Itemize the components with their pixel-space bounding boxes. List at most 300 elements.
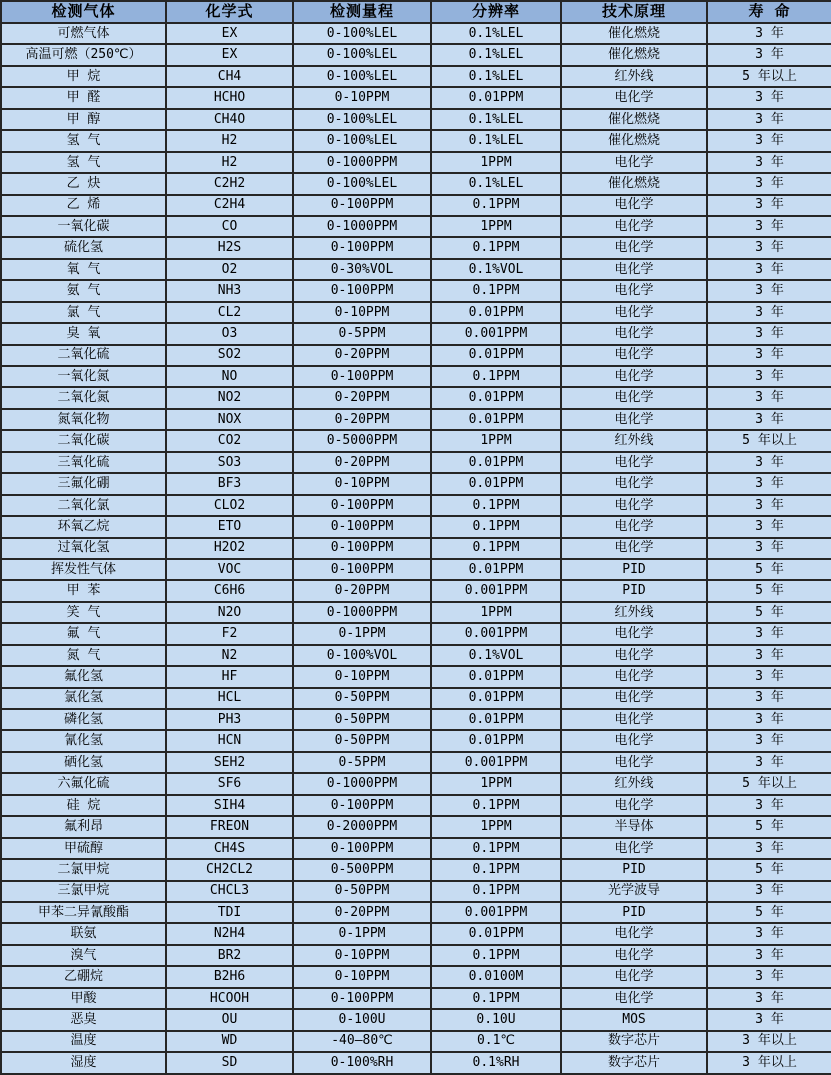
- table-row: [1, 666, 831, 687]
- table-row: [1, 645, 831, 666]
- table-row: [1, 773, 831, 794]
- chemical-formula-cell: EX: [166, 23, 293, 44]
- resolution-cell: 0.01PPM: [431, 87, 561, 108]
- gas-name-cell: 一氧化碳: [1, 216, 166, 237]
- gas-name-cell: 氟化氢: [1, 666, 166, 687]
- lifespan-cell: 3 年以上: [707, 1031, 831, 1052]
- principle-cell: 电化学: [561, 152, 707, 173]
- gas-name-cell: 温度: [1, 1031, 166, 1052]
- principle-cell: 半导体: [561, 816, 707, 837]
- detection-range-cell: 0-100%RH: [293, 1052, 431, 1074]
- detection-range-cell: 0-50PPM: [293, 730, 431, 751]
- chemical-formula-cell: F2: [166, 623, 293, 644]
- table-row: [1, 237, 831, 258]
- detection-range-cell: 0-50PPM: [293, 688, 431, 709]
- chemical-formula-cell: B2H6: [166, 966, 293, 987]
- detection-range-cell: 0-10PPM: [293, 966, 431, 987]
- resolution-cell: 0.01PPM: [431, 730, 561, 751]
- principle-cell: 数字芯片: [561, 1031, 707, 1052]
- gas-name-cell: 过氧化氢: [1, 538, 166, 559]
- table-row: [1, 302, 831, 323]
- chemical-formula-cell: HCHO: [166, 87, 293, 108]
- chemical-formula-cell: NO2: [166, 387, 293, 408]
- detection-range-cell: 0-100%VOL: [293, 645, 431, 666]
- table-row: [1, 259, 831, 280]
- detection-range-cell: 0-100PPM: [293, 795, 431, 816]
- resolution-cell: 0.1PPM: [431, 838, 561, 859]
- lifespan-cell: 3 年: [707, 23, 831, 44]
- detection-range-cell: 0-1000PPM: [293, 773, 431, 794]
- lifespan-cell: 3 年: [707, 259, 831, 280]
- chemical-formula-cell: CH2CL2: [166, 859, 293, 880]
- resolution-cell: 0.01PPM: [431, 666, 561, 687]
- detection-range-cell: 0-10PPM: [293, 473, 431, 494]
- lifespan-cell: 3 年: [707, 216, 831, 237]
- chemical-formula-cell: H2O2: [166, 538, 293, 559]
- detection-range-cell: 0-100%LEL: [293, 44, 431, 65]
- principle-cell: 电化学: [561, 87, 707, 108]
- resolution-cell: 0.01PPM: [431, 387, 561, 408]
- resolution-cell: 0.1%LEL: [431, 130, 561, 151]
- resolution-cell: 0.1%LEL: [431, 109, 561, 130]
- gas-name-cell: 甲酸: [1, 988, 166, 1009]
- detection-range-cell: 0-1000PPM: [293, 602, 431, 623]
- principle-cell: 电化学: [561, 195, 707, 216]
- chemical-formula-cell: BR2: [166, 945, 293, 966]
- resolution-cell: 1PPM: [431, 430, 561, 451]
- detection-range-cell: 0-20PPM: [293, 345, 431, 366]
- resolution-cell: 0.1℃: [431, 1031, 561, 1052]
- lifespan-cell: 3 年: [707, 345, 831, 366]
- principle-cell: PID: [561, 580, 707, 601]
- table-row: [1, 1009, 831, 1030]
- resolution-cell: 1PPM: [431, 816, 561, 837]
- principle-cell: 电化学: [561, 752, 707, 773]
- detection-range-cell: 0-100PPM: [293, 516, 431, 537]
- resolution-cell: 0.001PPM: [431, 752, 561, 773]
- lifespan-cell: 3 年: [707, 366, 831, 387]
- resolution-cell: 0.1PPM: [431, 538, 561, 559]
- principle-cell: 红外线: [561, 773, 707, 794]
- chemical-formula-cell: SO2: [166, 345, 293, 366]
- table-row: [1, 1052, 831, 1074]
- principle-cell: 电化学: [561, 259, 707, 280]
- principle-cell: 电化学: [561, 473, 707, 494]
- resolution-cell: 0.01PPM: [431, 688, 561, 709]
- table-row: [1, 752, 831, 773]
- table-row: [1, 109, 831, 130]
- table-row: [1, 1031, 831, 1052]
- gas-name-cell: 笑 气: [1, 602, 166, 623]
- gas-name-cell: 联氨: [1, 923, 166, 944]
- lifespan-cell: 3 年以上: [707, 1052, 831, 1074]
- gas-name-cell: 氮 气: [1, 645, 166, 666]
- detection-range-cell: 0-1000PPM: [293, 152, 431, 173]
- resolution-cell: 1PPM: [431, 602, 561, 623]
- resolution-cell: 0.1PPM: [431, 516, 561, 537]
- gas-name-cell: 乙 炔: [1, 173, 166, 194]
- lifespan-cell: 3 年: [707, 709, 831, 730]
- chemical-formula-cell: CH4O: [166, 109, 293, 130]
- table-row: [1, 730, 831, 751]
- detection-range-cell: 0-1PPM: [293, 923, 431, 944]
- lifespan-cell: 5 年: [707, 559, 831, 580]
- table-row: [1, 387, 831, 408]
- gas-name-cell: 硫化氢: [1, 237, 166, 258]
- col-header-resolution: 分辨率: [431, 1, 561, 23]
- gas-name-cell: 乙 烯: [1, 195, 166, 216]
- chemical-formula-cell: OU: [166, 1009, 293, 1030]
- col-header-formula: 化学式: [166, 1, 293, 23]
- principle-cell: 红外线: [561, 430, 707, 451]
- detection-range-cell: 0-100PPM: [293, 988, 431, 1009]
- lifespan-cell: 3 年: [707, 130, 831, 151]
- lifespan-cell: 3 年: [707, 173, 831, 194]
- resolution-cell: 0.1PPM: [431, 795, 561, 816]
- detection-range-cell: -40—80℃: [293, 1031, 431, 1052]
- lifespan-cell: 3 年: [707, 688, 831, 709]
- table-row: [1, 280, 831, 301]
- chemical-formula-cell: CO2: [166, 430, 293, 451]
- detection-range-cell: 0-100%LEL: [293, 23, 431, 44]
- table-header: [1, 1, 831, 23]
- principle-cell: 电化学: [561, 688, 707, 709]
- resolution-cell: 0.0100M: [431, 966, 561, 987]
- resolution-cell: 0.1PPM: [431, 945, 561, 966]
- lifespan-cell: 5 年以上: [707, 430, 831, 451]
- principle-cell: 电化学: [561, 730, 707, 751]
- gas-name-cell: 甲苯二异氰酸酯: [1, 902, 166, 923]
- resolution-cell: 0.1PPM: [431, 881, 561, 902]
- detection-range-cell: 0-100PPM: [293, 366, 431, 387]
- detection-range-cell: 0-100PPM: [293, 280, 431, 301]
- resolution-cell: 0.001PPM: [431, 580, 561, 601]
- lifespan-cell: 3 年: [707, 795, 831, 816]
- principle-cell: 电化学: [561, 838, 707, 859]
- lifespan-cell: 5 年: [707, 859, 831, 880]
- gas-name-cell: 环氧乙烷: [1, 516, 166, 537]
- gas-name-cell: 磷化氢: [1, 709, 166, 730]
- gas-name-cell: 氯 气: [1, 302, 166, 323]
- chemical-formula-cell: FREON: [166, 816, 293, 837]
- gas-name-cell: 可燃气体: [1, 23, 166, 44]
- table-row: [1, 623, 831, 644]
- resolution-cell: 0.01PPM: [431, 709, 561, 730]
- gas-name-cell: 臭 氧: [1, 323, 166, 344]
- gas-name-cell: 氢 气: [1, 152, 166, 173]
- resolution-cell: 0.01PPM: [431, 302, 561, 323]
- lifespan-cell: 5 年: [707, 602, 831, 623]
- chemical-formula-cell: ETO: [166, 516, 293, 537]
- table-row: [1, 838, 831, 859]
- col-header-principle: 技术原理: [561, 1, 707, 23]
- resolution-cell: 0.1PPM: [431, 366, 561, 387]
- resolution-cell: 0.1PPM: [431, 495, 561, 516]
- col-header-gas: 检测气体: [1, 1, 166, 23]
- resolution-cell: 0.01PPM: [431, 345, 561, 366]
- principle-cell: 红外线: [561, 66, 707, 87]
- lifespan-cell: 3 年: [707, 666, 831, 687]
- chemical-formula-cell: EX: [166, 44, 293, 65]
- resolution-cell: 0.1%VOL: [431, 645, 561, 666]
- resolution-cell: 0.1%RH: [431, 1052, 561, 1074]
- lifespan-cell: 3 年: [707, 409, 831, 430]
- lifespan-cell: 3 年: [707, 87, 831, 108]
- chemical-formula-cell: SD: [166, 1052, 293, 1074]
- chemical-formula-cell: SIH4: [166, 795, 293, 816]
- chemical-formula-cell: SF6: [166, 773, 293, 794]
- principle-cell: 电化学: [561, 666, 707, 687]
- detection-range-cell: 0-100%LEL: [293, 66, 431, 87]
- principle-cell: 电化学: [561, 409, 707, 430]
- principle-cell: 电化学: [561, 645, 707, 666]
- principle-cell: 电化学: [561, 323, 707, 344]
- detection-range-cell: 0-5PPM: [293, 752, 431, 773]
- resolution-cell: 0.1PPM: [431, 237, 561, 258]
- detection-range-cell: 0-100%LEL: [293, 173, 431, 194]
- detection-range-cell: 0-1PPM: [293, 623, 431, 644]
- chemical-formula-cell: TDI: [166, 902, 293, 923]
- chemical-formula-cell: CH4: [166, 66, 293, 87]
- table-row: [1, 859, 831, 880]
- resolution-cell: 0.01PPM: [431, 923, 561, 944]
- gas-name-cell: 二氧化硫: [1, 345, 166, 366]
- principle-cell: 电化学: [561, 923, 707, 944]
- table-row: [1, 516, 831, 537]
- gas-name-cell: 甲 烷: [1, 66, 166, 87]
- chemical-formula-cell: H2: [166, 130, 293, 151]
- detection-range-cell: 0-50PPM: [293, 709, 431, 730]
- resolution-cell: 0.01PPM: [431, 452, 561, 473]
- resolution-cell: 0.1%LEL: [431, 44, 561, 65]
- table-row: [1, 66, 831, 87]
- table-row: [1, 152, 831, 173]
- chemical-formula-cell: CL2: [166, 302, 293, 323]
- gas-name-cell: 氧 气: [1, 259, 166, 280]
- gas-name-cell: 二氧化碳: [1, 430, 166, 451]
- lifespan-cell: 3 年: [707, 195, 831, 216]
- detection-range-cell: 0-20PPM: [293, 409, 431, 430]
- lifespan-cell: 3 年: [707, 473, 831, 494]
- table-row: [1, 430, 831, 451]
- table-row: [1, 473, 831, 494]
- gas-name-cell: 甲 醛: [1, 87, 166, 108]
- gas-name-cell: 三氯甲烷: [1, 881, 166, 902]
- resolution-cell: 0.1PPM: [431, 195, 561, 216]
- gas-name-cell: 氢 气: [1, 130, 166, 151]
- principle-cell: MOS: [561, 1009, 707, 1030]
- chemical-formula-cell: NOX: [166, 409, 293, 430]
- principle-cell: 电化学: [561, 302, 707, 323]
- table-row: [1, 559, 831, 580]
- gas-name-cell: 硒化氢: [1, 752, 166, 773]
- table-row: [1, 988, 831, 1009]
- chemical-formula-cell: PH3: [166, 709, 293, 730]
- chemical-formula-cell: N2O: [166, 602, 293, 623]
- chemical-formula-cell: HF: [166, 666, 293, 687]
- detection-range-cell: 0-100PPM: [293, 559, 431, 580]
- resolution-cell: 0.1%LEL: [431, 173, 561, 194]
- detection-range-cell: 0-100U: [293, 1009, 431, 1030]
- gas-name-cell: 甲硫醇: [1, 838, 166, 859]
- chemical-formula-cell: C6H6: [166, 580, 293, 601]
- table-row: [1, 923, 831, 944]
- detection-range-cell: 0-10PPM: [293, 87, 431, 108]
- table-row: [1, 195, 831, 216]
- detection-range-cell: 0-5PPM: [293, 323, 431, 344]
- chemical-formula-cell: SEH2: [166, 752, 293, 773]
- chemical-formula-cell: N2H4: [166, 923, 293, 944]
- gas-name-cell: 恶臭: [1, 1009, 166, 1030]
- table-row: [1, 44, 831, 65]
- principle-cell: 光学波导: [561, 881, 707, 902]
- principle-cell: 催化燃烧: [561, 23, 707, 44]
- lifespan-cell: 3 年: [707, 923, 831, 944]
- chemical-formula-cell: H2: [166, 152, 293, 173]
- principle-cell: 红外线: [561, 602, 707, 623]
- lifespan-cell: 5 年以上: [707, 773, 831, 794]
- lifespan-cell: 3 年: [707, 109, 831, 130]
- table-row: [1, 795, 831, 816]
- principle-cell: 催化燃烧: [561, 130, 707, 151]
- principle-cell: 电化学: [561, 366, 707, 387]
- table-row: [1, 452, 831, 473]
- lifespan-cell: 5 年以上: [707, 66, 831, 87]
- lifespan-cell: 3 年: [707, 538, 831, 559]
- principle-cell: 电化学: [561, 966, 707, 987]
- detection-range-cell: 0-10PPM: [293, 302, 431, 323]
- table-row: [1, 538, 831, 559]
- chemical-formula-cell: BF3: [166, 473, 293, 494]
- lifespan-cell: 3 年: [707, 302, 831, 323]
- gas-name-cell: 二氧化氯: [1, 495, 166, 516]
- detection-range-cell: 0-20PPM: [293, 452, 431, 473]
- resolution-cell: 1PPM: [431, 216, 561, 237]
- principle-cell: 电化学: [561, 280, 707, 301]
- gas-name-cell: 高温可燃（250℃）: [1, 44, 166, 65]
- gas-name-cell: 溴气: [1, 945, 166, 966]
- resolution-cell: 0.1%LEL: [431, 23, 561, 44]
- lifespan-cell: 3 年: [707, 881, 831, 902]
- chemical-formula-cell: NH3: [166, 280, 293, 301]
- chemical-formula-cell: C2H4: [166, 195, 293, 216]
- resolution-cell: 0.01PPM: [431, 473, 561, 494]
- chemical-formula-cell: O2: [166, 259, 293, 280]
- resolution-cell: 0.01PPM: [431, 409, 561, 430]
- table-body: [1, 23, 831, 1074]
- gas-name-cell: 硅 烷: [1, 795, 166, 816]
- resolution-cell: 0.001PPM: [431, 623, 561, 644]
- principle-cell: PID: [561, 859, 707, 880]
- principle-cell: 电化学: [561, 345, 707, 366]
- col-header-lifespan: 寿 命: [707, 1, 831, 23]
- gas-name-cell: 氮氧化物: [1, 409, 166, 430]
- detection-range-cell: 0-100PPM: [293, 495, 431, 516]
- principle-cell: 催化燃烧: [561, 109, 707, 130]
- table-row: [1, 709, 831, 730]
- principle-cell: 电化学: [561, 709, 707, 730]
- gas-name-cell: 氟 气: [1, 623, 166, 644]
- detection-range-cell: 0-500PPM: [293, 859, 431, 880]
- chemical-formula-cell: SO3: [166, 452, 293, 473]
- detection-range-cell: 0-100PPM: [293, 237, 431, 258]
- principle-cell: PID: [561, 559, 707, 580]
- detection-range-cell: 0-30%VOL: [293, 259, 431, 280]
- table-row: [1, 881, 831, 902]
- table-row: [1, 966, 831, 987]
- gas-name-cell: 氟利昂: [1, 816, 166, 837]
- lifespan-cell: 3 年: [707, 495, 831, 516]
- resolution-cell: 0.10U: [431, 1009, 561, 1030]
- gas-name-cell: 六氟化硫: [1, 773, 166, 794]
- table-row: [1, 580, 831, 601]
- detection-range-cell: 0-100%LEL: [293, 130, 431, 151]
- detection-range-cell: 0-50PPM: [293, 881, 431, 902]
- lifespan-cell: 3 年: [707, 752, 831, 773]
- detection-range-cell: 0-1000PPM: [293, 216, 431, 237]
- lifespan-cell: 5 年: [707, 580, 831, 601]
- resolution-cell: 0.1PPM: [431, 280, 561, 301]
- lifespan-cell: 3 年: [707, 237, 831, 258]
- lifespan-cell: 3 年: [707, 645, 831, 666]
- resolution-cell: 0.1%LEL: [431, 66, 561, 87]
- principle-cell: 电化学: [561, 216, 707, 237]
- detection-range-cell: 0-20PPM: [293, 580, 431, 601]
- chemical-formula-cell: CHCL3: [166, 881, 293, 902]
- table-row: [1, 87, 831, 108]
- table-row: [1, 816, 831, 837]
- gas-name-cell: 氯化氢: [1, 688, 166, 709]
- table-row: [1, 323, 831, 344]
- lifespan-cell: 3 年: [707, 966, 831, 987]
- lifespan-cell: 3 年: [707, 452, 831, 473]
- principle-cell: 催化燃烧: [561, 173, 707, 194]
- gas-name-cell: 挥发性气体: [1, 559, 166, 580]
- table-row: [1, 173, 831, 194]
- chemical-formula-cell: N2: [166, 645, 293, 666]
- table-row: [1, 366, 831, 387]
- principle-cell: 电化学: [561, 988, 707, 1009]
- lifespan-cell: 3 年: [707, 152, 831, 173]
- chemical-formula-cell: NO: [166, 366, 293, 387]
- lifespan-cell: 3 年: [707, 387, 831, 408]
- principle-cell: 电化学: [561, 237, 707, 258]
- principle-cell: 电化学: [561, 945, 707, 966]
- principle-cell: 电化学: [561, 795, 707, 816]
- table-row: [1, 23, 831, 44]
- chemical-formula-cell: WD: [166, 1031, 293, 1052]
- gas-name-cell: 氰化氢: [1, 730, 166, 751]
- detection-range-cell: 0-20PPM: [293, 387, 431, 408]
- resolution-cell: 0.01PPM: [431, 559, 561, 580]
- detection-range-cell: 0-20PPM: [293, 902, 431, 923]
- chemical-formula-cell: H2S: [166, 237, 293, 258]
- lifespan-cell: 3 年: [707, 280, 831, 301]
- lifespan-cell: 3 年: [707, 988, 831, 1009]
- chemical-formula-cell: CH4S: [166, 838, 293, 859]
- principle-cell: 电化学: [561, 452, 707, 473]
- lifespan-cell: 3 年: [707, 323, 831, 344]
- chemical-formula-cell: HCL: [166, 688, 293, 709]
- detection-range-cell: 0-100%LEL: [293, 109, 431, 130]
- resolution-cell: 0.1%VOL: [431, 259, 561, 280]
- detection-range-cell: 0-100PPM: [293, 838, 431, 859]
- table-row: [1, 495, 831, 516]
- resolution-cell: 1PPM: [431, 773, 561, 794]
- detection-range-cell: 0-5000PPM: [293, 430, 431, 451]
- resolution-cell: 0.001PPM: [431, 323, 561, 344]
- principle-cell: 电化学: [561, 495, 707, 516]
